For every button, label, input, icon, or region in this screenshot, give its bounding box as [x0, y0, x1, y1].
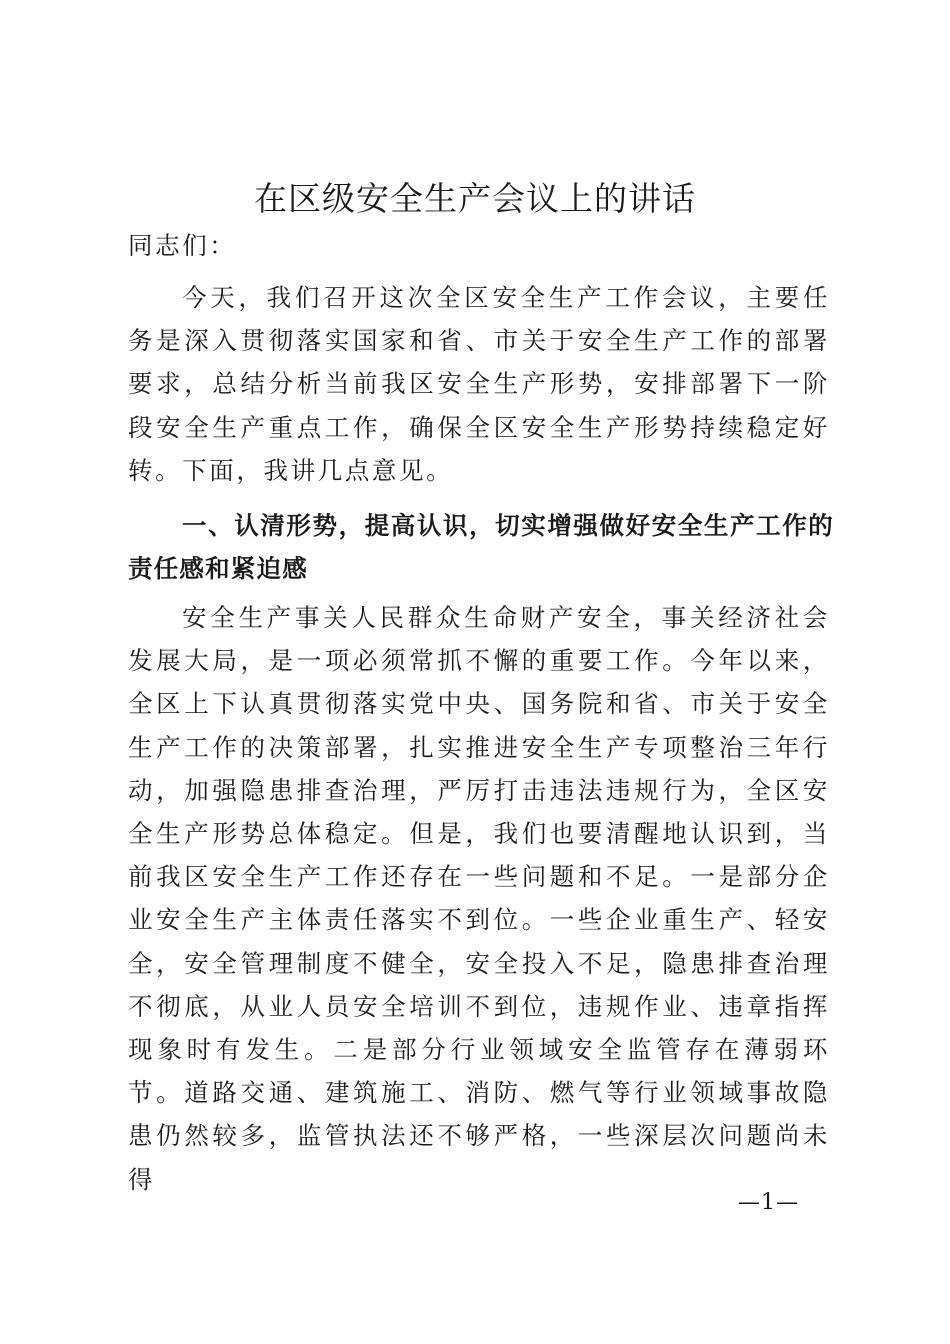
- section-heading-1: 一、认清形势，提高认识，切实增强做好安全生产工作的责任感和紧迫感: [128, 511, 834, 584]
- salutation: 同志们：: [128, 231, 237, 260]
- paragraph-situation: 安全生产事关人民群众生命财产安全，事关经济社会发展大局，是一项必须常抓不懈的重要工作。今年以来，全区上下认真贯彻落实党中央、国务院和省、市关于安全生产工作的决策部署，扎实推进安全生产专项整治三年行动，加强隐患排查治理，严厉打击违法违规行为，全区安全生产形势总体稳定。但是，我们也要清醒地认识到，当前我区安全生产工作还存在一些问题和不足。一是部分企业安全生产主体责任落实不到位。一些企业重生产、轻安全，安全管理制度不健全，安全投入不足，隐患排查治理不彻底，从业人员安全培训不到位，违规作业、违章指挥现象时有发生。二是部分行业领域安全监管存在薄弱环节。道路交通、建筑施工、消防、燃气等行业领域事故隐患仍然较多，监管执法还不够严格，一些深层次问题尚未得: [128, 603, 830, 1194]
- page-number: —1—: [738, 1190, 799, 1215]
- document-title: 在区级安全生产会议上的讲话: [254, 179, 696, 218]
- paragraph-intro: 今天，我们召开这次全区安全生产工作会议，主要任务是深入贯彻落实国家和省、市关于安全生产工作的部署要求，总结分析当前我区安全生产形势，安排部署下一阶段安全生产重点工作，确保全区安全生产形势持续稳定好转。下面，我讲几点意见。: [128, 283, 830, 485]
